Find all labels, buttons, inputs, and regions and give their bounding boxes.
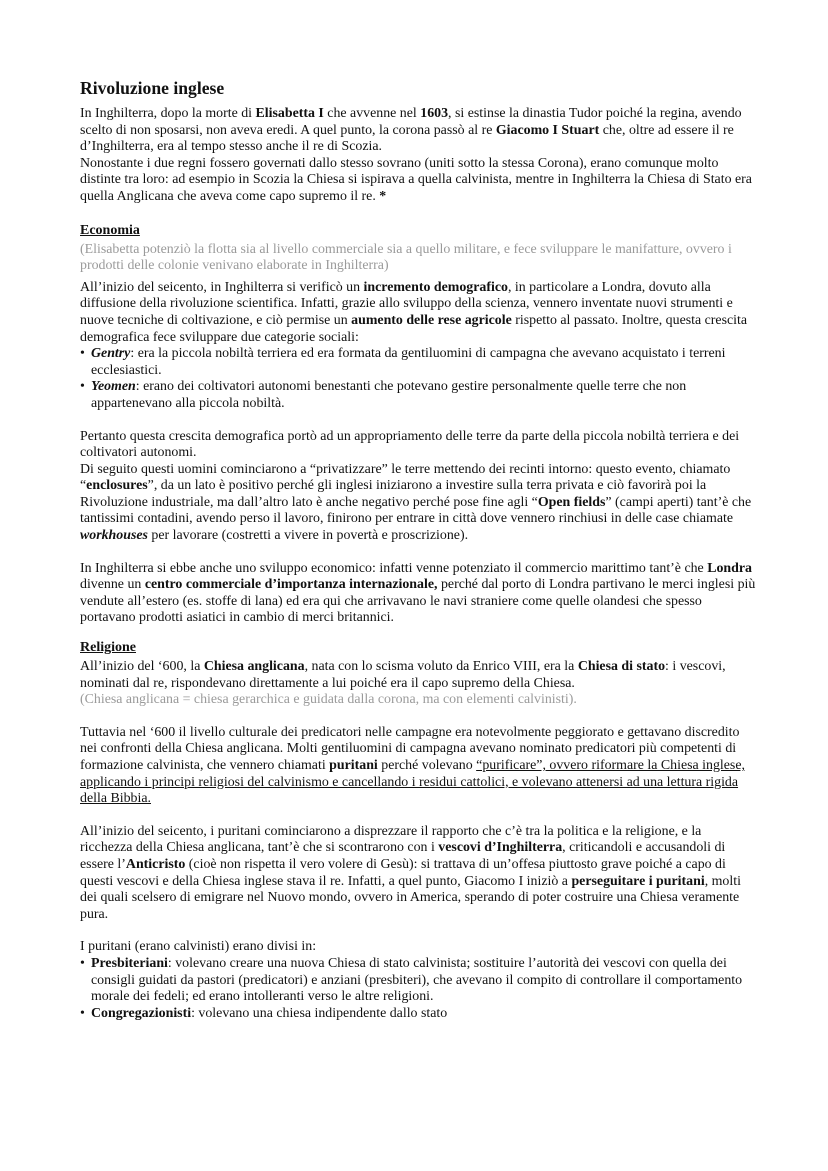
- religione-paragraph-1: All’inizio del ‘600, la Chiesa anglicana, nata con lo scisma voluto da Enrico VIII, era la Chiesa di stato: i vescovi, nominati dal re, rispondevano direttamente a lui poiché era il capo supremo della Chiesa.: [80, 659, 726, 691]
- social-categories-list: [80, 346, 756, 412]
- list-item-yeomen: • Yeomen: erano dei coltivatori autonomi benestanti che potevano gestire personalmente quelle terre che non appartenevano alla piccola nobiltà.: [80, 379, 756, 412]
- intro-paragraph-1: In Inghilterra, dopo la morte di Elisabetta I che avvenne nel 1603, si estinse la dinastia Tudor poiché la regina, avendo scelto di non sposarsi, non aveva eredi. A quel punto, la corona passò al re Giacomo I Stuart che, oltre ad essere il re d’Inghilterra, era al tempo stesso anche il re di Scozia.: [80, 106, 742, 155]
- economia-note: (Elisabetta potenziò la flotta sia al livello commerciale sia a quello militare, e fece sviluppare le manifatture, ovvero i prodotti delle colonie venivano elaborate in Inghilterra): [80, 241, 732, 274]
- religione-note: (Chiesa anglicana = chiesa gerarchica e guidata dalla corona, ma con elementi calvinisti).: [80, 692, 577, 708]
- religione-heading: Religione: [80, 640, 136, 656]
- economia-heading: Economia: [80, 222, 140, 238]
- religione-paragraph-4: I puritani (erano calvinisti) erano divisi in:: [80, 939, 317, 955]
- economia-paragraph-1: All’inizio del seicento, in Inghilterra si verificò un incremento demografico, in particolare a Londra, dovuto alla diffusione della rivoluzione scientifica. Infatti, grazie allo sviluppo della scienza, vennero inventate nuovi strumenti e nuove tecniche di coltivazione, e ciò permise un aumento delle rese agricole rispetto al passato. Inoltre, questa crescita demografica fece sviluppare due categorie sociali:: [80, 279, 748, 345]
- puritan-groups-list: [80, 956, 756, 1022]
- list-item-gentry: • Gentry: era la piccola nobiltà terriera ed era formata da gentiluomini di campagna che avevano acquistato i terreni ecclesiastici.: [80, 346, 756, 379]
- list-item-presbiteriani: • Presbiteriani: volevano creare una nuova Chiesa di stato calvinista; sostituire l’autorità dei vescovi con quella dei consigli guidati da pastori (predicatori) e anziani (presbiteri), che avevano il compito di controllare il comportamento morale dei fedeli; ed erano intolleranti verso le altre religioni.: [80, 956, 756, 1006]
- religione-paragraph-3: All’inizio del seicento, i puritani cominciarono a disprezzare il rapporto che c’è tra la politica e la religione, e la ricchezza della Chiesa anglicana, tant’è che si scontrarono con i vescovi d’Inghilterra, criticandoli e accusandoli di essere l’Anticristo (cioè non rispetta il vero volere di Gesù): si trattava di un’offesa piuttosto grave poiché a capo di questi vescovi e della Chiesa inglese stava il re. Infatti, a quel punto, Giacomo I iniziò a perseguitare i puritani, molti dei quali scelsero di emigrare nel Nuovo mondo, ovvero in America, sperando di poter costruire una Chiesa veramente pura.: [80, 823, 741, 922]
- economia-paragraph-3: Di seguito questi uomini cominciarono a “privatizzare” le terre mettendo dei recinti intorno: questo evento, chiamato “enclosures”, da un lato è positivo perché gli inglesi iniziarono a investire sulla terra privata e ciò favorirà poi la Rivoluzione industriale, ma dall’altro lato è anche negativo perché pose fine agli “Open fields” (campi aperti) tant’è che tantissimi contadini, avendo perso il lavoro, finirono per entrare in città dove vennero rinchiusi in delle case chiamate workhouses per lavorare (costretti a vivere in povertà e proscrizione).: [80, 461, 752, 544]
- document-page: [80, 78, 756, 1022]
- intro-paragraph-2: Nonostante i due regni fossero governati dallo stesso sovrano (uniti sotto la stessa Corona), erano comunque molto distinte tra loro: ad esempio in Scozia la Chiesa si ispirava a quella calvinista, mentre in Inghilterra la Chiesa di Stato era quella Anglicana che aveva come capo supremo il re. *: [80, 155, 752, 204]
- page-title: Rivoluzione inglese: [80, 78, 225, 98]
- economia-paragraph-2: Pertanto questa crescita demografica portò ad un appropriamento delle terre da parte della piccola nobiltà terriera e dei coltivatori autonomi.: [80, 428, 740, 461]
- religione-paragraph-2: Tuttavia nel ‘600 il livello culturale dei predicatori nelle campagne era notevolmente peggiorato e gettavano discredito nei confronti della Chiesa anglicana. Molti gentiluomini di campagna avevano nominato predicatori più competenti di formazione calvinista, che vennero chiamati puritani perché volevano “purificare”, ovvero riformare la Chiesa inglese, applicando i principi religiosi del calvinismo e cancellando i residui cattolici, e volevano attenersi ad una lettura rigida della Bibbia.: [80, 724, 745, 807]
- economia-paragraph-4: In Inghilterra si ebbe anche uno sviluppo economico: infatti venne potenziato il commercio marittimo tant’è che Londra divenne un centro commerciale d’importanza internazionale, perché dal porto di Londra partivano le merci inglesi più vendute all’estero (es. stoffe di lana) ed era qui che arrivavano le navi straniere come quelle olandesi che spesso portavano prodotti asiatici in cambio di merci britannici.: [80, 560, 756, 626]
- list-item-congregazionisti: • Congregazionisti: volevano una chiesa indipendente dallo stato: [80, 1006, 756, 1023]
